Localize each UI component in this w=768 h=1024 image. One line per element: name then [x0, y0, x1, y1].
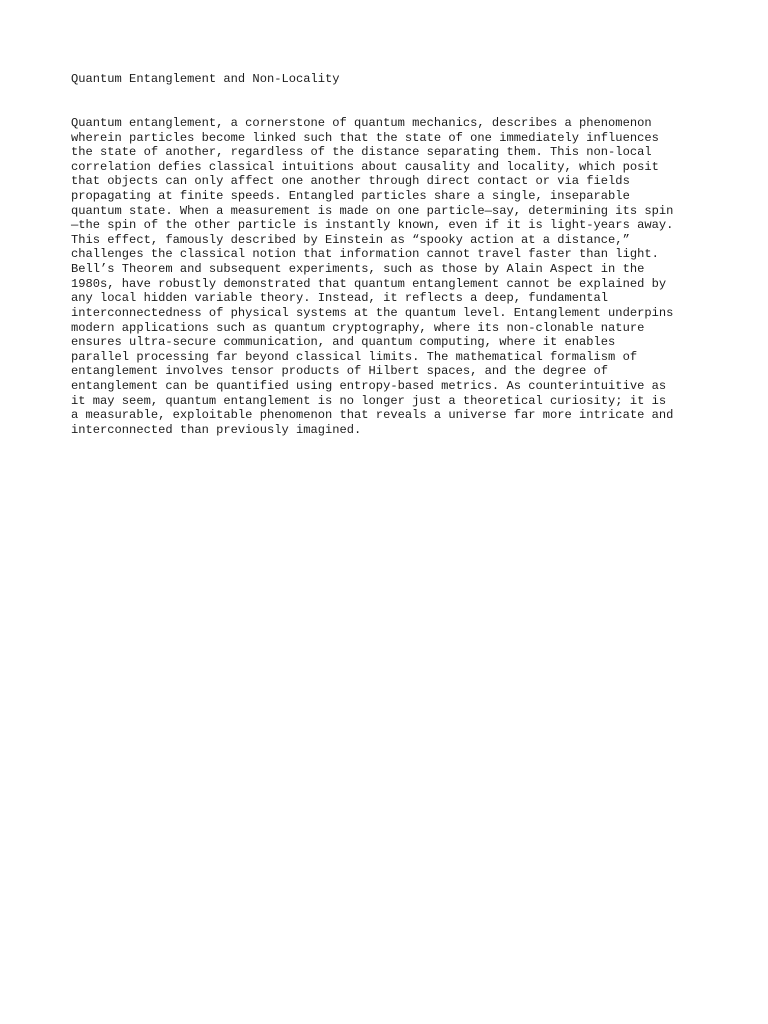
- body-line: Bell’s Theorem and subsequent experiments, such as those by Alain Aspect in the: [71, 262, 645, 277]
- body-line: entanglement can be quantified using entropy-based metrics. As counterintuitive as: [71, 378, 667, 393]
- body-line: a measurable, exploitable phenomenon that reveals a universe far more intricate and: [71, 408, 674, 423]
- body-line: interconnected than previously imagined.: [71, 422, 362, 437]
- body-line: propagating at finite speeds. Entangled particles share a single, inseparable: [71, 189, 630, 204]
- body-line: This effect, famously described by Einstein as “spooky action at a distance,”: [71, 232, 630, 247]
- document-body: [71, 116, 673, 437]
- body-line: Quantum entanglement, a cornerstone of quantum mechanics, describes a phenomenon: [71, 116, 652, 130]
- body-line: any local hidden variable theory. Instead, it reflects a deep, fundamental: [71, 291, 609, 306]
- body-line: that objects can only affect one another through direct contact or via fields: [71, 174, 630, 189]
- body-line: modern applications such as quantum cryptography, where its non-clonable nature: [71, 320, 645, 335]
- document-title: Quantum Entanglement and Non-Locality: [71, 72, 340, 86]
- body-line: quantum state. When a measurement is made on one particle—say, determining its spin: [71, 203, 674, 218]
- body-line: correlation defies classical intuitions about causality and locality, which posit: [71, 159, 659, 174]
- body-line: —the spin of the other particle is instantly known, even if it is light-years away.: [71, 218, 674, 233]
- body-line: challenges the classical notion that information cannot travel faster than light.: [71, 247, 659, 262]
- body-line: ensures ultra-secure communication, and quantum computing, where it enables: [71, 335, 616, 350]
- body-line: 1980s, have robustly demonstrated that quantum entanglement cannot be explained by: [71, 276, 667, 291]
- body-line: wherein particles become linked such that the state of one immediately influences: [71, 130, 659, 145]
- body-line: parallel processing far beyond classical limits. The mathematical formalism of: [71, 349, 638, 364]
- body-line: interconnectedness of physical systems at the quantum level. Entanglement underpins: [71, 305, 674, 320]
- body-line: the state of another, regardless of the distance separating them. This non-local: [71, 145, 652, 160]
- body-line: it may seem, quantum entanglement is no longer just a theoretical curiosity; it is: [71, 393, 667, 408]
- body-line: entanglement involves tensor products of Hilbert spaces, and the degree of: [71, 364, 609, 379]
